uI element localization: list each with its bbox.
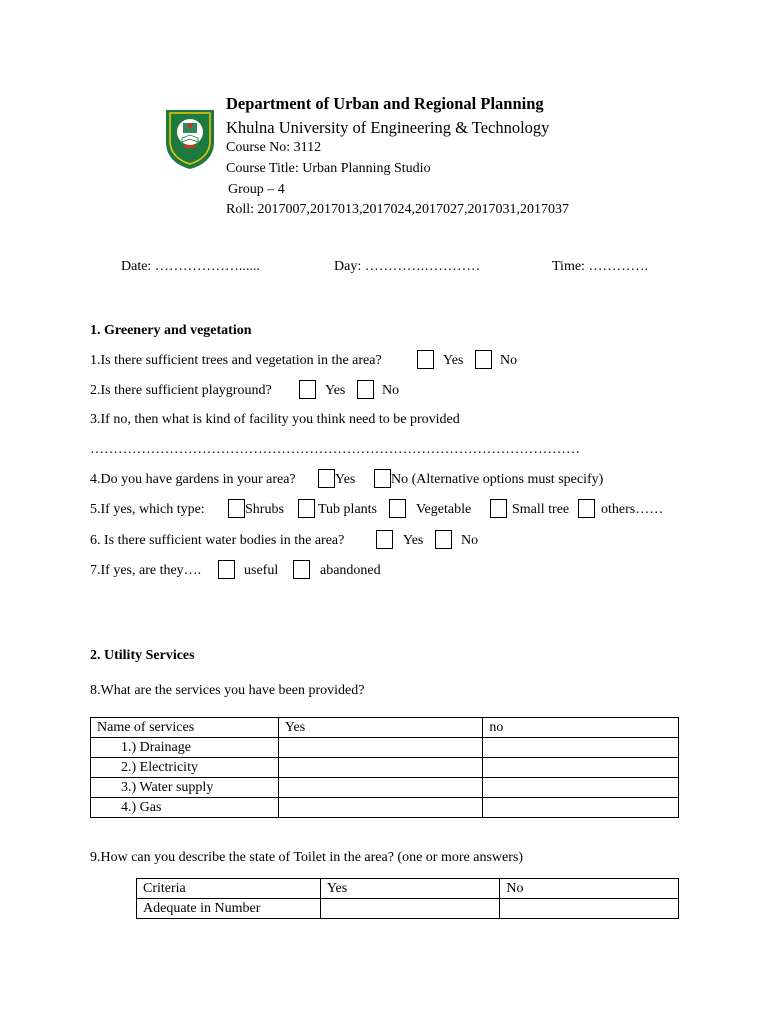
- no-cell[interactable]: [500, 899, 679, 919]
- toilet-criteria-table: [136, 878, 679, 919]
- yes-cell[interactable]: [278, 738, 483, 758]
- q6-yes-checkbox[interactable]: [376, 530, 393, 549]
- no-cell[interactable]: [483, 758, 679, 778]
- q7-abandoned-checkbox[interactable]: [293, 560, 310, 579]
- q1-text: 1.Is there sufficient trees and vegetation in the area?: [90, 353, 382, 368]
- time-field[interactable]: Time: ………….: [552, 259, 648, 274]
- q5-tub-plants-label: Tub plants: [318, 502, 378, 517]
- yes-cell[interactable]: [278, 798, 483, 818]
- q4-no-checkbox[interactable]: [374, 469, 391, 488]
- group-label: Group – 4: [228, 182, 285, 197]
- q2-text: 2.Is there sufficient playground?: [90, 383, 272, 398]
- q8-text: 8.What are the services you have been provided?: [90, 683, 365, 698]
- service-name-cell: 2.) Electricity: [91, 758, 279, 778]
- course-no: Course No: 3112: [226, 140, 322, 155]
- q7-abandoned-label: abandoned: [320, 563, 381, 578]
- q2-yes-label: Yes: [325, 383, 346, 398]
- q5-vegetable-label: Vegetable: [416, 502, 472, 517]
- section1-heading: 1. Greenery and vegetation: [90, 323, 252, 338]
- no-cell[interactable]: [483, 738, 679, 758]
- q6-text: 6. Is there sufficient water bodies in the area?: [90, 533, 345, 548]
- no-cell[interactable]: [483, 778, 679, 798]
- q4-text: 4.Do you have gardens in your area?: [90, 472, 296, 487]
- q5-others-label: others……: [601, 502, 664, 517]
- table-row: [137, 899, 679, 919]
- q4-no-label: No (Alternative options must specify): [391, 472, 604, 487]
- q6-no-checkbox[interactable]: [435, 530, 452, 549]
- date-field[interactable]: Date: ………………......: [121, 259, 260, 274]
- table-header-row: [137, 879, 679, 899]
- yes-cell[interactable]: [278, 758, 483, 778]
- q5-small-tree-label: Small tree: [512, 502, 570, 517]
- q5-tub-plants-checkbox[interactable]: [298, 499, 315, 518]
- q5-vegetable-checkbox[interactable]: [389, 499, 406, 518]
- q5-shrubs-label: Shrubs: [245, 502, 284, 517]
- table-header-cell: no: [483, 718, 679, 738]
- service-name-cell: 4.) Gas: [91, 798, 279, 818]
- q1-no-checkbox[interactable]: [475, 350, 492, 369]
- q9-text: 9.How can you describe the state of Toilet in the area? (one or more answers): [90, 850, 523, 865]
- service-name-cell: 3.) Water supply: [91, 778, 279, 798]
- table-header-cell: Name of services: [91, 718, 279, 738]
- yes-cell[interactable]: [320, 899, 500, 919]
- q1-yes-label: Yes: [443, 353, 464, 368]
- q1-no-label: No: [500, 353, 518, 368]
- q4-yes-checkbox[interactable]: [318, 469, 335, 488]
- table-row: [91, 798, 679, 818]
- section2-heading: 2. Utility Services: [90, 648, 195, 663]
- q4-yes-label: Yes: [335, 472, 356, 487]
- day-field[interactable]: Day: ………….…………: [334, 259, 481, 274]
- q7-text: 7.If yes, are they….: [90, 563, 202, 578]
- q5-others-checkbox[interactable]: [578, 499, 595, 518]
- table-header-cell: Yes: [278, 718, 483, 738]
- q3-answer-dots[interactable]: ……………………………………………………………………………………………: [90, 442, 580, 457]
- department-title: Department of Urban and Regional Planning: [226, 94, 544, 113]
- q5-text: 5.If yes, which type:: [90, 502, 205, 517]
- yes-cell[interactable]: [278, 778, 483, 798]
- university-logo-icon: [164, 108, 216, 170]
- no-cell[interactable]: [483, 798, 679, 818]
- table-header-cell: No: [500, 879, 679, 899]
- table-header-row: [91, 718, 679, 738]
- course-title: Course Title: Urban Planning Studio: [226, 161, 431, 176]
- university-name: Khulna University of Engineering & Technology: [226, 118, 550, 137]
- table-row: [91, 738, 679, 758]
- q5-small-tree-checkbox[interactable]: [490, 499, 507, 518]
- table-header-cell: Yes: [320, 879, 500, 899]
- service-name-cell: 1.) Drainage: [91, 738, 279, 758]
- q2-yes-checkbox[interactable]: [299, 380, 316, 399]
- q2-no-label: No: [382, 383, 400, 398]
- services-table: [90, 717, 679, 818]
- roll-numbers: Roll: 2017007,2017013,2017024,2017027,2017031,2017037: [226, 202, 570, 217]
- table-row: [91, 778, 679, 798]
- q7-useful-checkbox[interactable]: [218, 560, 235, 579]
- table-header-cell: Criteria: [137, 879, 321, 899]
- q1-yes-checkbox[interactable]: [417, 350, 434, 369]
- criteria-cell: Adequate in Number: [137, 899, 321, 919]
- q2-no-checkbox[interactable]: [357, 380, 374, 399]
- q6-no-label: No: [461, 533, 479, 548]
- q6-yes-label: Yes: [403, 533, 424, 548]
- q3-text: 3.If no, then what is kind of facility you think need to be provided: [90, 412, 460, 427]
- q7-useful-label: useful: [244, 563, 279, 578]
- table-row: [91, 758, 679, 778]
- q5-shrubs-checkbox[interactable]: [228, 499, 245, 518]
